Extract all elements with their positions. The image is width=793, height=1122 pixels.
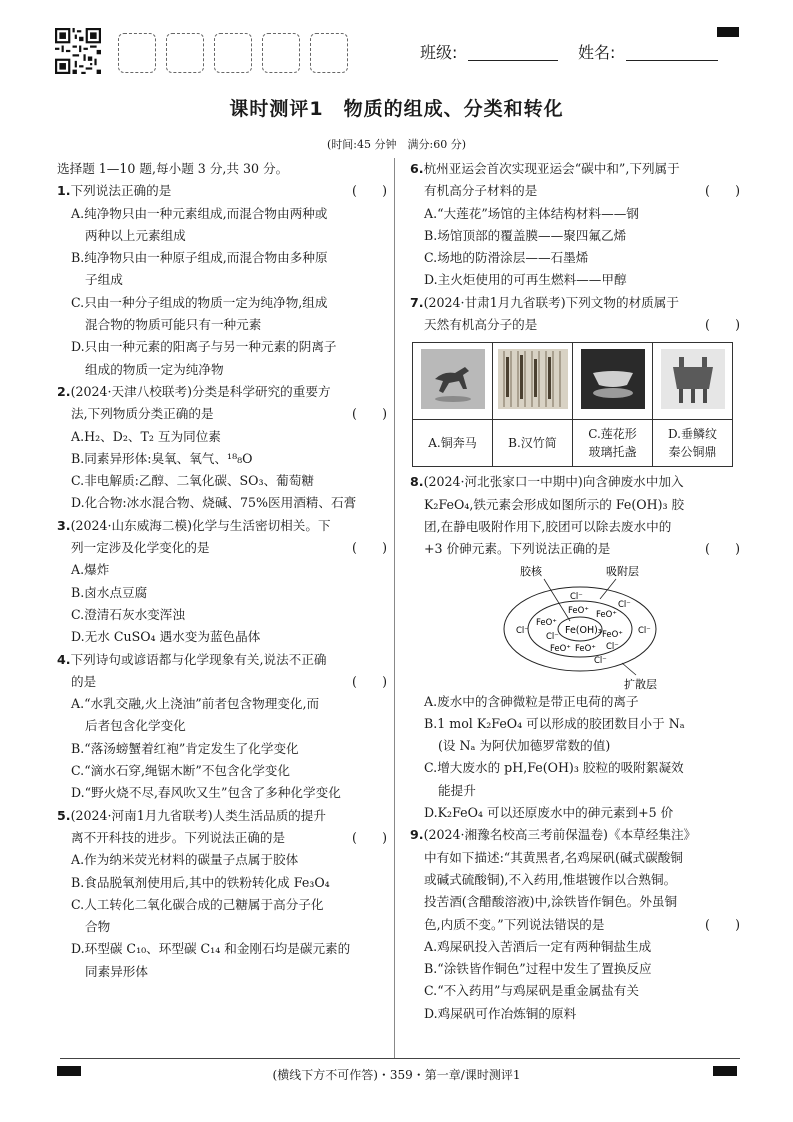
q5-option-c: C.人工转化二氧化碳合成的己糖属于高分子化	[71, 896, 324, 912]
pointer-core	[544, 579, 570, 621]
q5-option-d-cont: 同素异形体	[85, 963, 148, 979]
answer-blank[interactable]: ( )	[351, 183, 387, 199]
artifact-caption-b: B.汉竹简	[493, 420, 573, 467]
q5-stem-cont: 离不开科技的进步。下列说法正确的是 ( )	[57, 827, 387, 849]
q7-stem-cont: 天然有机高分子的是 ( )	[410, 314, 740, 336]
q8-stem-cont-2: 团,在静电吸附作用下,胶团可以除去废水中的	[424, 518, 672, 534]
column-divider	[394, 158, 395, 1058]
qr-code-icon	[55, 28, 101, 74]
left-column	[57, 158, 387, 983]
q9-stem-cont-3: 投苦酒(含醋酸溶液)中,涂铁皆作铜色。外虽铜	[424, 894, 678, 910]
q1-option-d: D.只由一种元素的阳离子与另一种元素的阴离子	[71, 339, 337, 355]
class-field[interactable]	[468, 60, 558, 61]
q2-stem-cont: 法,下列物质分类正确的是 ( )	[57, 403, 387, 425]
artifact-image-bronze-horse	[413, 343, 493, 420]
q5-option-d: D.环型碳 C₁₀、环型碳 C₁₄ 和金刚石均是碳元素的	[71, 941, 351, 957]
artifact-caption-d: D.垂鳞纹 秦公铜鼎	[653, 420, 733, 467]
q1-option-a-cont: 两种以上元素组成	[85, 227, 186, 243]
q7-stem: 7.(2024·甘肃1月九省联考)下列文物的材质属于	[410, 294, 679, 310]
registration-mark	[57, 1066, 81, 1076]
q6-option-c: C.场地的防滑涂层——石墨烯	[424, 250, 589, 266]
q6-option-a: A.“大莲花”场馆的主体结构材料——钢	[424, 205, 639, 221]
score-box	[214, 33, 252, 73]
answer-blank[interactable]: ( )	[351, 406, 387, 422]
score-box	[310, 33, 348, 73]
artifact-image-bronze-ding	[653, 343, 733, 420]
q2-stem: 2.(2024·天津八校联考)分类是科学研究的重要方	[57, 383, 331, 399]
q4-option-a: A.“水乳交融,火上浇油”前者包含物理变化,而	[71, 696, 320, 712]
score-box	[262, 33, 300, 73]
registration-mark	[713, 1066, 737, 1076]
q5-stem: 5.(2024·河南1月九省联考)人类生活品质的提升	[57, 807, 326, 823]
q4-option-c: C.“滴水石穿,绳锯木断”不包含化学变化	[71, 763, 290, 779]
answer-blank[interactable]: ( )	[351, 673, 387, 689]
q4-stem-cont: 的是 ( )	[57, 671, 387, 693]
q3-option-a: A.爆炸	[71, 562, 110, 578]
registration-mark	[717, 27, 739, 37]
name-field[interactable]	[626, 60, 718, 61]
ion-neg: Cl⁻	[570, 591, 583, 602]
q8-option-c-cont: 能提升	[438, 782, 476, 798]
label-diffuse: 扩散层	[624, 677, 657, 691]
bronze-horse-image	[421, 349, 485, 409]
q5-option-c-cont: 合物	[85, 919, 111, 935]
ion-neg: Cl⁻	[618, 599, 631, 610]
q9-stem: 9.(2024·湘豫名校高三考前保温卷)《本草经集注》	[410, 827, 697, 843]
q9-option-d: D.鸡屎矾可作冶炼铜的原料	[424, 1005, 577, 1021]
answer-blank[interactable]: ( )	[704, 317, 740, 333]
label-adsorption: 吸附层	[606, 564, 639, 578]
q4-option-a-cont: 后者包含化学变化	[85, 718, 186, 734]
q3-stem-cont: 列一定涉及化学变化的是 ( )	[57, 537, 387, 559]
q3-stem: 3.(2024·山东威海二模)化学与生活密切相关。下	[57, 517, 331, 533]
q1-option-b-cont: 子组成	[85, 272, 123, 288]
answer-blank[interactable]: ( )	[351, 540, 387, 556]
q1-option-c: C.只由一种分子组成的物质一定为纯净物,组成	[71, 294, 328, 310]
q2-option-d: D.化合物:冰水混合物、烧碱、75%医用酒精、石膏	[71, 495, 357, 511]
q9-option-c: C.“不入药用”与鸡屎矾是重金属盐有关	[424, 983, 639, 999]
q6-option-d: D.主火炬使用的可再生燃料——甲醇	[424, 272, 627, 288]
q3-option-d: D.无水 CuSO₄ 遇水变为蓝色晶体	[71, 629, 261, 645]
q8-option-d: D.K₂FeO₄ 可以还原废水中的砷元素到+5 价	[424, 805, 674, 821]
artifact-caption-c: C.莲花形 玻璃托盏	[573, 420, 653, 467]
q8-option-b: B.1 mol K₂FeO₄ 可以形成的胶团数目小于 Nₐ	[424, 715, 685, 731]
footer-rule	[60, 1058, 740, 1059]
ion-pos: FeO⁺	[568, 605, 589, 616]
ion-neg: Cl⁻	[606, 641, 619, 652]
class-label: 班级:	[420, 43, 458, 62]
q1-option-d-cont: 组成的物质一定为纯净物	[85, 361, 224, 377]
answer-blank[interactable]: ( )	[704, 916, 740, 932]
score-box	[118, 33, 156, 73]
ion-pos: FeO⁺	[602, 629, 623, 640]
artifact-image-bamboo-slips	[493, 343, 573, 420]
q8-stem-cont-3: +3 价砷元素。下列说法正确的是 ( )	[410, 538, 740, 560]
ion-pos: FeO⁺	[575, 643, 596, 654]
q5-option-a: A.作为纳米荧光材料的碳量子点属于胶体	[71, 852, 299, 868]
bamboo-slips-image	[498, 349, 568, 409]
ion-pos: FeO⁺	[536, 617, 557, 628]
q1-option-b: B.纯净物只由一种原子组成,而混合物由多种原	[71, 250, 328, 266]
q6-option-b: B.场馆顶部的覆盖膜——聚四氟乙烯	[424, 227, 627, 243]
ion-neg: Cl⁻	[546, 631, 559, 642]
name-label: 姓名:	[578, 43, 616, 62]
q9-stem-cont-4: 色,内质不变。”下列说法错误的是 ( )	[410, 914, 740, 936]
q9-stem-cont-2: 或碱式硫酸铜),不入药用,惟堪镀作以合熟铜。	[424, 871, 677, 887]
core-formula: Fe(OH)₃	[565, 624, 602, 636]
q8-stem-cont-1: K₂FeO₄,铁元素会形成如图所示的 Fe(OH)₃ 胶	[424, 496, 685, 512]
answer-blank[interactable]: ( )	[704, 183, 740, 199]
q4-option-d: D.“野火烧不尽,春风吹又生”包含了多种化学变化	[71, 785, 341, 801]
q6-stem: 6.杭州亚运会首次实现亚运会“碳中和”,下列属于	[410, 161, 680, 176]
q8-option-a: A.废水中的含砷微粒是带正电荷的离子	[424, 693, 639, 709]
time-info: (时间:45 分钟 满分:60 分)	[327, 138, 466, 151]
q2-option-b: B.同素异形体:臭氧、氧气、¹⁸₈O	[71, 450, 253, 466]
page-title: 课时测评1 物质的组成、分类和转化	[229, 98, 564, 120]
glass-bowl-image	[581, 349, 645, 409]
q9-option-b: B.“涂铁皆作铜色”过程中发生了置换反应	[424, 961, 652, 977]
ion-neg: Cl⁻	[516, 625, 529, 636]
artifact-image-glass-bowl	[573, 343, 653, 420]
q5-option-b: B.食品脱氧剂使用后,其中的铁粉转化成 Fe₃O₄	[71, 874, 330, 890]
section-intro: 选择题 1—10 题,每小题 3 分,共 30 分。	[57, 161, 289, 176]
pointer-diffuse	[622, 663, 636, 675]
q9-stem-cont-1: 中有如下描述:“其黄黑者,名鸡屎矾(碱式碳酸铜	[424, 849, 683, 865]
right-column	[410, 158, 740, 1025]
q6-stem-cont: 有机高分子材料的是 ( )	[410, 180, 740, 202]
answer-blank[interactable]: ( )	[351, 829, 387, 845]
q8-option-c: C.增大废水的 pH,Fe(OH)₃ 胶粒的吸附絮凝效	[424, 760, 684, 776]
micelle-diagram	[410, 561, 740, 691]
ion-pos: FeO⁺	[550, 643, 571, 654]
ion-pos: FeO⁺	[596, 609, 617, 620]
score-box	[166, 33, 204, 73]
answer-blank[interactable]: ( )	[704, 541, 740, 557]
q2-option-c: C.非电解质:乙醇、二氧化碳、SO₃、葡萄糖	[71, 473, 314, 489]
q3-option-b: B.卤水点豆腐	[71, 584, 148, 600]
label-core: 胶核	[520, 564, 542, 578]
q3-option-c: C.澄清石灰水变浑浊	[71, 606, 185, 622]
page-footer: (横线下方不可作答)・359・第一章/课时测评1	[272, 1068, 521, 1082]
artifact-table	[412, 342, 733, 467]
q1-option-a: A.纯净物只由一种元素组成,而混合物由两种或	[71, 205, 328, 221]
ion-neg: Cl⁻	[594, 655, 607, 666]
q1-stem: 1.下列说法正确的是 ( )	[57, 180, 387, 202]
artifact-caption-a: A.铜奔马	[413, 420, 493, 467]
q4-stem: 4.下列诗句或谚语都与化学现象有关,说法不正确	[57, 651, 327, 667]
ion-neg: Cl⁻	[638, 625, 651, 636]
q4-option-b: B.“落汤螃蟹着红袍”肯定发生了化学变化	[71, 740, 299, 756]
q8-stem: 8.(2024·河北张家口一中期中)向含砷废水中加入	[410, 474, 684, 490]
q8-option-b-cont: (设 Nₐ 为阿伏加德罗常数的值)	[438, 738, 611, 754]
bronze-ding-image	[661, 349, 725, 409]
q9-option-a: A.鸡屎矾投入苦酒后一定有两种铜盐生成	[424, 938, 652, 954]
q1-option-c-cont: 混合物的物质可能只有一种元素	[85, 317, 262, 333]
q2-option-a: A.H₂、D₂、T₂ 互为同位素	[71, 428, 221, 444]
